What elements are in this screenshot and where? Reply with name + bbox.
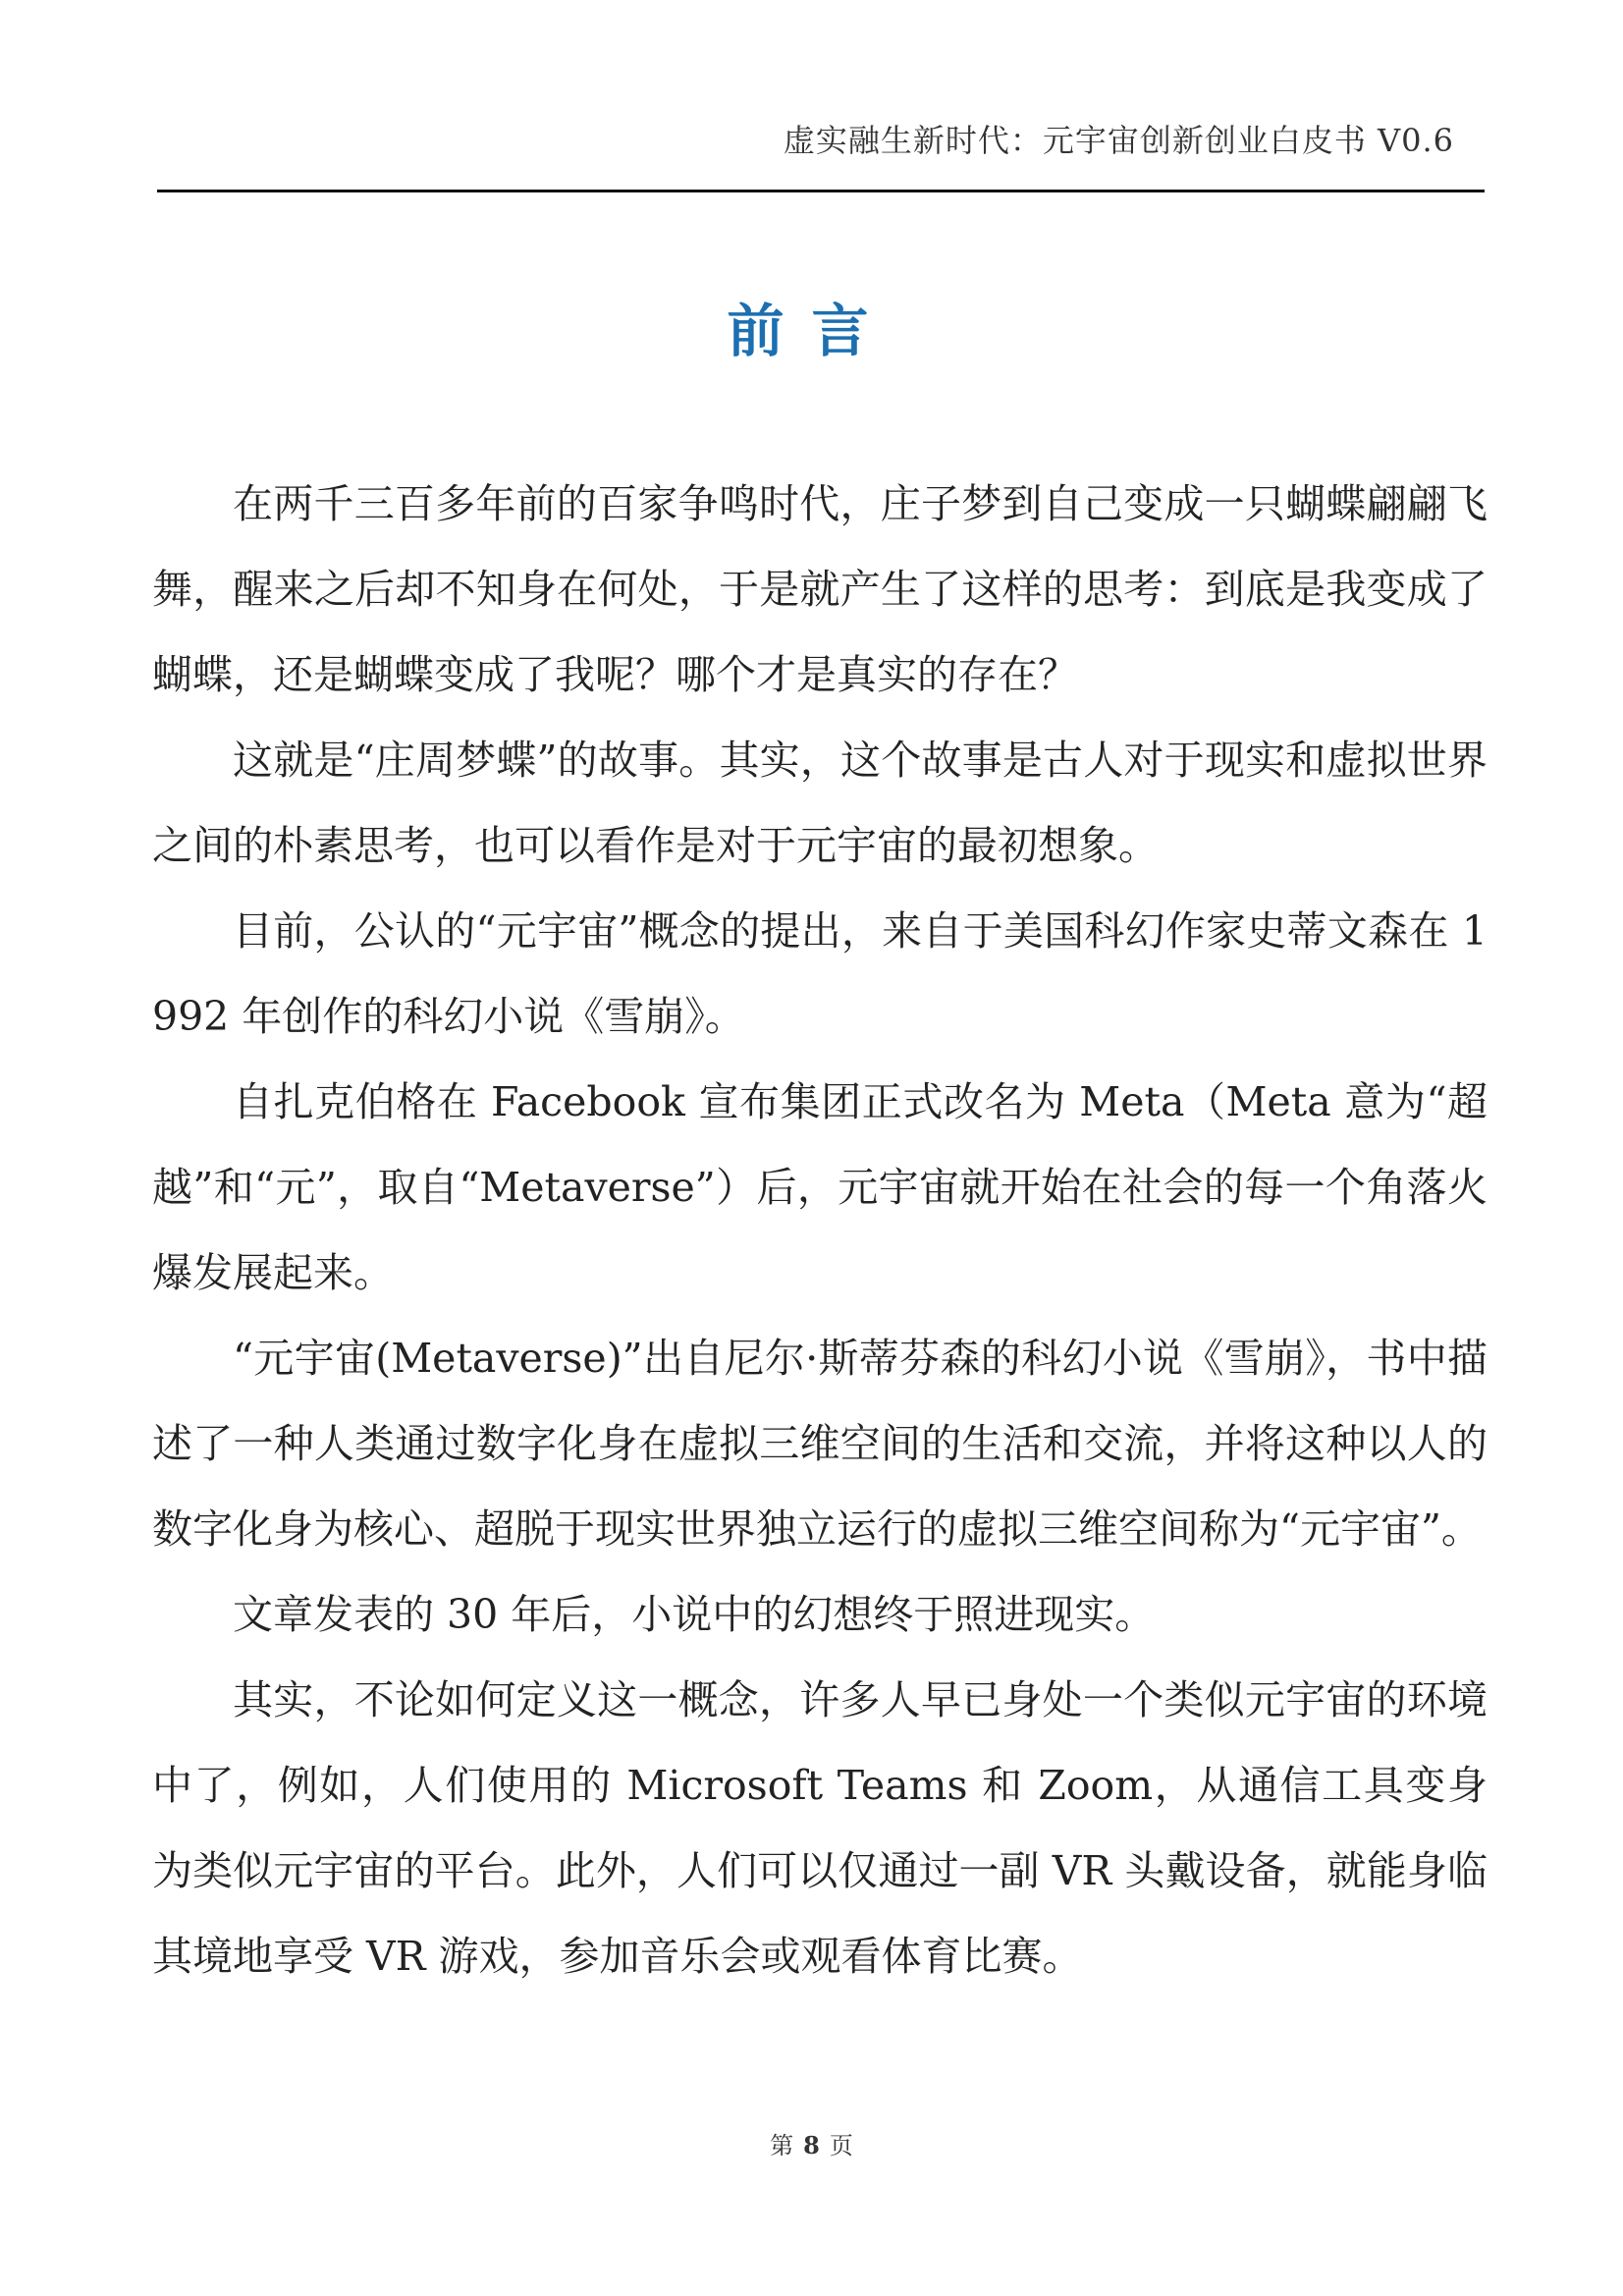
page-title: 前言 — [727, 298, 896, 364]
page-number-prefix: 第 — [770, 2132, 794, 2159]
header-divider — [157, 190, 1485, 192]
page-number: 8 — [803, 2131, 820, 2159]
running-header: 虚实融生新时代：元宇宙创新创业白皮书 V0.6 — [783, 122, 1454, 159]
page-footer — [0, 2126, 1623, 2160]
paragraph: 自扎克伯格在 Facebook 宣布集团正式改名为 Meta（Meta 意为“超越”和“元”，取自“Metaverse”）后，元宇宙就开始在社会的每一个角落火爆发展起来。 — [152, 1078, 1488, 1296]
page-number-suffix: 页 — [829, 2132, 853, 2159]
paragraph: 这就是“庄周梦蝶”的故事。其实，这个故事是古人对于现实和虚拟世界之间的朴素思考，也可以看作是对于元宇宙的最初想象。 — [152, 737, 1488, 869]
paragraph: 文章发表的 30 年后，小说中的幻想终于照进现实。 — [233, 1591, 1156, 1638]
paragraph: 在两千三百多年前的百家争鸣时代，庄子梦到自己变成一只蝴蝶翩翩飞舞，醒来之后却不知身在何处，于是就产生了这样的思考：到底是我变成了蝴蝶，还是蝴蝶变成了我呢？哪个才是真实的存在？ — [152, 480, 1488, 698]
body-text — [152, 462, 1488, 1999]
paragraph: 目前，公认的“元宇宙”概念的提出，来自于美国科幻作家史蒂文森在 1992 年创作的科幻小说《雪崩》。 — [152, 907, 1488, 1040]
paragraph: 其实，不论如何定义这一概念，许多人早已身处一个类似元宇宙的环境中了，例如，人们使用的 Microsoft Teams 和 Zoom，从通信工具变身为类似元宇宙的平台。此外，人们可以仅通过一副 VR 头戴设备，就能身临其境地享受 VR 游戏，参加音乐会或观看体育比赛。 — [152, 1676, 1488, 1980]
paragraph: “元宇宙(Metaverse)”出自尼尔·斯蒂芬森的科幻小说《雪崩》，书中描述了一种人类通过数字化身在虚拟三维空间的生活和交流，并将这种以人的数字化身为核心、超脱于现实世界独立运行的虚拟三维空间称为“元宇宙”。 — [152, 1335, 1488, 1553]
